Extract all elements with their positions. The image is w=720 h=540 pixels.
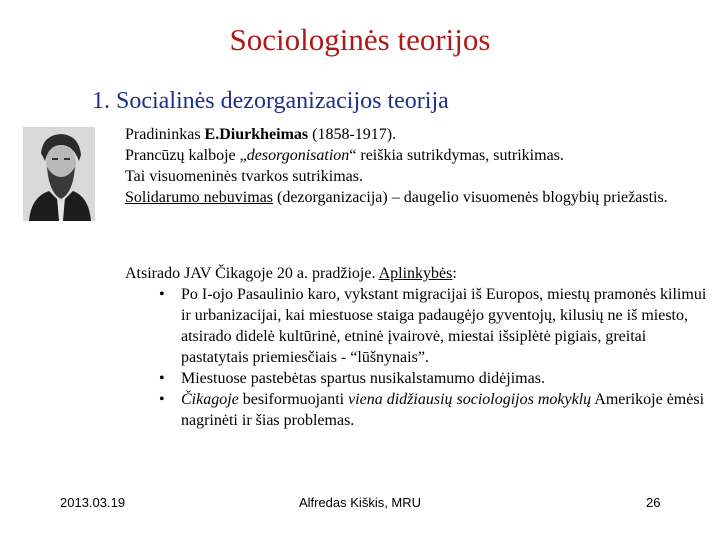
intro-block: [125, 124, 715, 208]
slide-title: Sociologinės teorijos: [229, 22, 491, 57]
origin-intro: Atsirado JAV Čikagoje 20 a. pradžioje. Aplinkybės:: [125, 265, 457, 282]
intro-line-definition: Tai visuomeninės tvarkos sutrikimas.: [125, 168, 363, 185]
circumstances-list: [125, 284, 715, 431]
bullet-icon: •: [159, 286, 165, 303]
footer-page-number: 26: [646, 495, 661, 510]
bullet-icon: •: [159, 370, 165, 387]
solidarity-term: Solidarumo nebuvimas: [125, 189, 273, 206]
list-item: • Po I-ojo Pasaulinio karo, vykstant migracijai iš Europos, miestų pramonės kilimui ir urbanizacijai, kai miestuose staiga padaugėjo gyventojų, kilusių ne iš miesto, atsirado didelė kultūrinė, etninė įvairovė, miestai išsiplėtė pigiais, greitai pastatytais priemiesčiais - “lūšnynais”.: [159, 286, 707, 366]
portrait-photo: [23, 127, 95, 221]
intro-line-french: Prancūzų kalboje „desorgonisation“ reiškia sutrikdymas, sutrikimas.: [125, 147, 564, 164]
intro-line-solidarity: Solidarumo nebuvimas (dezorganizacija) – daugelio visuomenės blogybių priežastis.: [125, 189, 668, 206]
french-term: desorgonisation: [246, 147, 350, 164]
origin-block: [125, 263, 715, 431]
founder-name: E.Diurkheimas: [204, 126, 309, 143]
intro-line-founder: Pradininkas E.Diurkheimas (1858-1917).: [125, 126, 397, 143]
slide-subtitle: 1. Socialinės dezorganizacijos teorija: [92, 88, 449, 114]
footer-date: 2013.03.19: [60, 495, 126, 510]
list-item: • Čikagoje besiformuojanti viena didžiausių sociologijos mokyklų Amerikoje ėmėsi nagrinėti ir šias problemas.: [159, 391, 705, 429]
footer-author: Alfredas Kiškis, MRU: [298, 495, 422, 510]
list-item: • Miestuose pastebėtas spartus nusikalstamumo didėjimas.: [159, 370, 545, 387]
bullet-icon: •: [159, 391, 165, 408]
circumstances-term: Aplinkybės: [378, 265, 453, 282]
